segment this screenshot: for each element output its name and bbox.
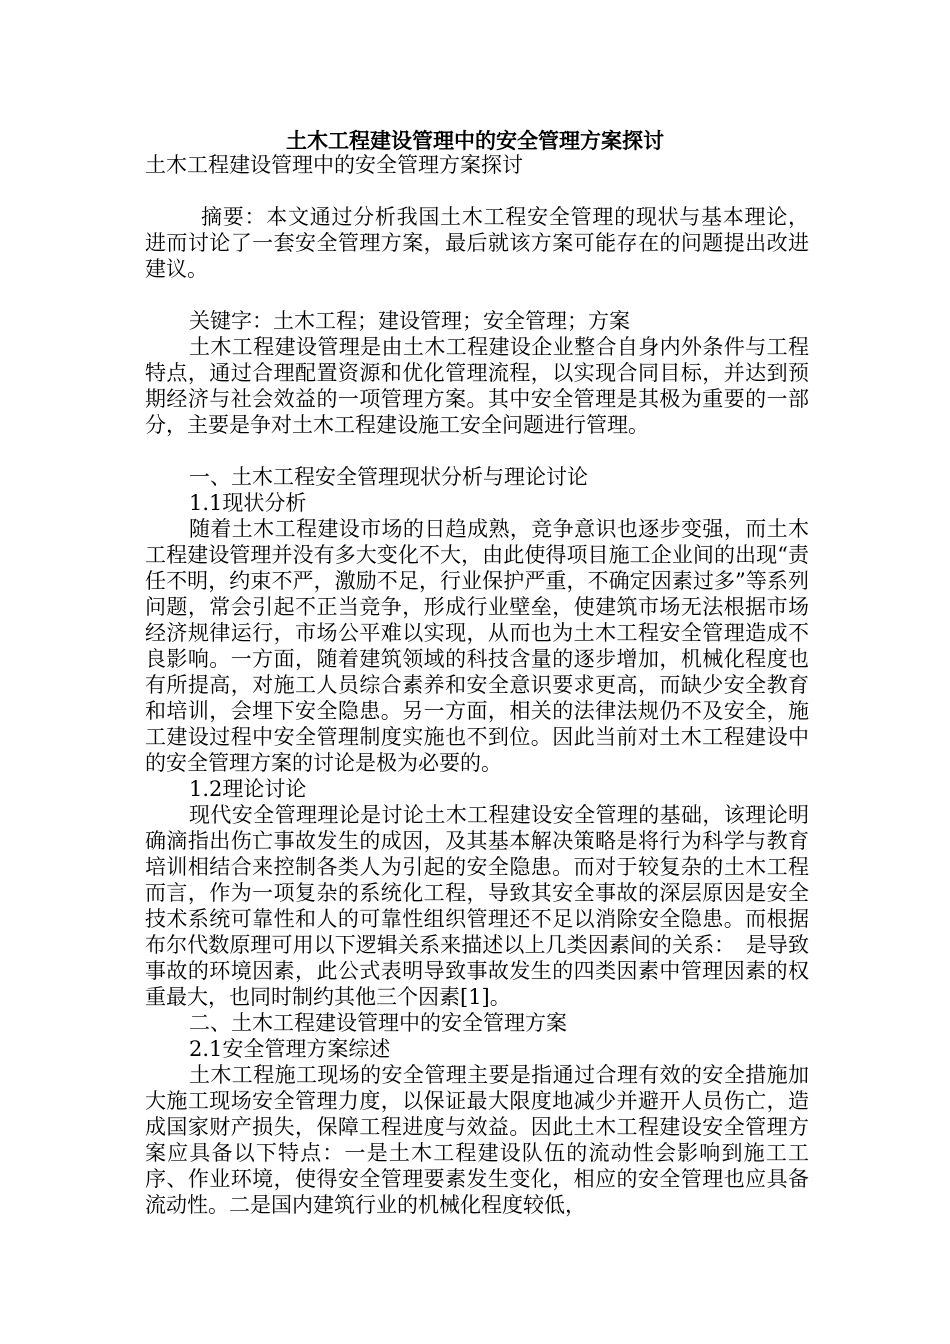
- section-1-2-heading: 1.2理论讨论: [189, 777, 307, 801]
- keywords-line: 关键字：土木工程；建设管理；安全管理；方案: [189, 309, 630, 333]
- blank-line: [145, 178, 809, 204]
- section-1-1-heading: 1.1现状分析: [189, 491, 307, 515]
- section-1-1-paragraph: 随着土木工程建设市场的日趋成熟，竞争意识也逐步变强，而土木工程建设管理并没有多大变化不大，由此使得项目施工企业间的出现“责任不明，约束不严，激励不足，行业保护严重，不确定因素过多”等系列问题，常会引起不正当竞争，形成行业壁垒，使建筑市场无法根据市场经济规律运行，市场公平难以实现，从而也为土木工程安全管理造成不良影响。一方面，随着建筑领域的科技含量的逐步增加，机械化程度也有所提高，对施工人员综合素养和安全意识要求更高，而缺少安全教育和培训，会埋下安全隐患。另一方面，相关的法律法规仍不及安全，施工建设过程中安全管理制度实施也不到位。因此当前对土木工程建设中的安全管理方案的讨论是极为必要的。: [145, 517, 809, 775]
- section-2-1-paragraph: 土木工程施工现场的安全管理主要是指通过合理有效的安全措施加大施工现场安全管理力度，以保证最大限度地减少并避开人员伤亡，造成国家财产损失，保障工程进度与效益。因此土木工程建设安全管理方案应具备以下特点：一是土木工程建设队伍的流动性会影响到施工工序、作业环境，使得安全管理要素发生变化，相应的安全管理也应具备流动性。二是国内建筑行业的机械化程度较低，: [145, 1063, 809, 1217]
- blank-line: [145, 282, 809, 308]
- section-2-1-heading: 2.1安全管理方案综述: [189, 1037, 391, 1061]
- document-body: [145, 152, 809, 1218]
- document-title: 土木工程建设管理中的安全管理方案探讨: [286, 129, 664, 153]
- intro-paragraph: 土木工程建设管理是由土木工程建设企业整合自身内外条件与工程特点，通过合理配置资源和优化管理流程，以实现合同目标，并达到预期经济与社会效益的一项管理方案。其中安全管理是其极为重要的一部分，主要是争对土木工程建设施工安全问题进行管理。: [145, 335, 809, 437]
- section-1-2-paragraph: 现代安全管理理论是讨论土木工程建设安全管理的基础，该理论明确滴指出伤亡事故发生的成因，及其基本解决策略是将行为科学与教育培训相结合来控制各类人为引起的安全隐患。而对于较复杂的土木工程而言，作为一项复杂的系统化工程，导致其安全事故的深层原因是安全技术系统可靠性和人的可靠性组织管理还不足以消除安全隐患。而根据布尔代数原理可用以下逻辑关系来描述以上几类因素间的关系： 是导致事故的环境因素，此公式表明导致事故发生的四类因素中管理因素的权重最大，也同时制约其他三个因素[1]。: [145, 803, 809, 1009]
- blank-line: [145, 438, 809, 464]
- section-2-heading: 二、土木工程建设管理中的安全管理方案: [189, 1011, 567, 1035]
- abstract-paragraph: 摘要：本文通过分析我国土木工程安全管理的现状与基本理论，进而讨论了一套安全管理方案，最后就该方案可能存在的问题提出改进建议。: [145, 205, 809, 281]
- document-subtitle: 土木工程建设管理中的安全管理方案探讨: [145, 153, 523, 177]
- section-1-heading: 一、土木工程安全管理现状分析与理论讨论: [189, 465, 588, 489]
